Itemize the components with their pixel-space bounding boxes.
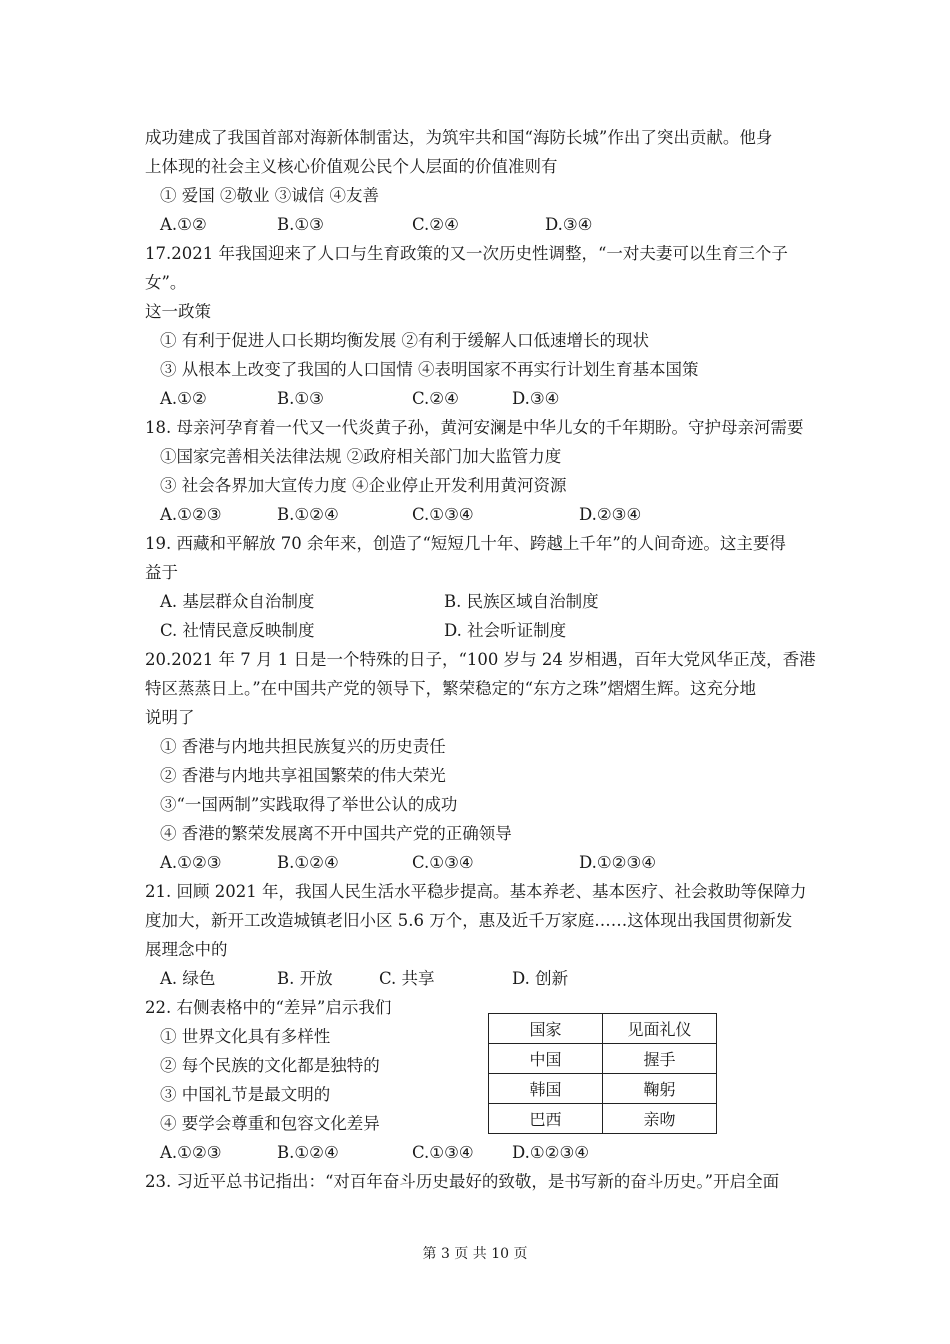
q16-stem-line1: 成功建成了我国首部对海新体制雷达，为筑牢共和国“海防长城”作出了突出贡献。他身	[145, 128, 773, 147]
q20-option-c: C.①③④	[412, 853, 474, 872]
q19-option-d: D. 社会听证制度	[444, 621, 567, 640]
table-header-row	[489, 1014, 717, 1044]
table-header-cell: 国家	[489, 1014, 603, 1044]
q21-option-a: A. 绿色	[160, 969, 216, 988]
q18-option-a: A.①②③	[160, 505, 222, 524]
greeting-etiquette-table	[488, 1013, 717, 1134]
q17-option-a: A.①②	[160, 389, 207, 408]
q18-items-row2: ③ 社会各界加大宣传力度 ④企业停止开发利用黄河资源	[160, 476, 567, 495]
q22-item-3: ③ 中国礼节是最文明的	[160, 1085, 331, 1104]
q17-option-c: C.②④	[412, 389, 459, 408]
table-cell: 握手	[603, 1044, 717, 1074]
q17-stem-line1: 17.2021 年我国迎来了人口与生育政策的又一次历史性调整，“一对夫妻可以生育三个子	[145, 244, 788, 263]
q20-option-b: B.①②④	[277, 853, 339, 872]
q16-option-b: B.①③	[277, 215, 324, 234]
q22-option-a: A.①②③	[160, 1143, 222, 1162]
q22-option-b: B.①②④	[277, 1143, 339, 1162]
q20-stem-line3: 说明了	[145, 708, 195, 727]
q23-stem-line1: 23. 习近平总书记指出：“对百年奋斗历史最好的致敬，是书写新的奋斗历史。”开启全面	[145, 1172, 780, 1191]
q20-stem-line1: 20.2021 年 7 月 1 日是一个特殊的日子，“100 岁与 24 岁相遇，百年大党风华正茂，香港	[145, 650, 816, 669]
q18-stem-line1: 18. 母亲河孕育着一代又一代炎黄子孙，黄河安澜是中华儿女的千年期盼。守护母亲河需要	[145, 418, 804, 437]
q20-option-d: D.①②③④	[579, 853, 657, 872]
q20-item-3: ③“一国两制”实践取得了举世公认的成功	[160, 795, 458, 814]
q22-option-c: C.①③④	[412, 1143, 474, 1162]
q22-stem-line1: 22. 右侧表格中的“差异”启示我们	[145, 998, 392, 1017]
q21-stem-line1: 21. 回顾 2021 年，我国人民生活水平稳步提高。基本养老、基本医疗、社会救助等保障力	[145, 882, 807, 901]
q17-items-row1: ① 有利于促进人口长期均衡发展 ②有利于缓解人口低速增长的现状	[160, 331, 649, 350]
table-cell: 鞠躬	[603, 1074, 717, 1104]
q20-item-4: ④ 香港的繁荣发展离不开中国共产党的正确领导	[160, 824, 512, 843]
q17-stem-line3: 这一政策	[145, 302, 211, 321]
q21-option-b: B. 开放	[277, 969, 333, 988]
q17-option-b: B.①③	[277, 389, 324, 408]
q22-item-1: ① 世界文化具有多样性	[160, 1027, 331, 1046]
q19-stem-line2: 益于	[145, 563, 178, 582]
q17-stem-line2: 女”。	[145, 273, 187, 292]
q16-option-a: A.①②	[160, 215, 207, 234]
page-number-footer: 第 3 页 共 10 页	[422, 1246, 528, 1262]
q18-option-c: C.①③④	[412, 505, 474, 524]
q17-items-row2: ③ 从根本上改变了我国的人口国情 ④表明国家不再实行计划生育基本国策	[160, 360, 699, 379]
q17-option-d: D.③④	[512, 389, 560, 408]
q20-stem-line2: 特区蒸蒸日上。”在中国共产党的领导下，繁荣稳定的“东方之珠”熠熠生辉。这充分地	[145, 679, 757, 698]
q19-option-c: C. 社情民意反映制度	[160, 621, 315, 640]
q16-option-d: D.③④	[545, 215, 593, 234]
table-cell: 韩国	[489, 1074, 603, 1104]
q18-items-row1: ①国家完善相关法律法规 ②政府相关部门加大监管力度	[160, 447, 562, 466]
q20-item-2: ② 香港与内地共享祖国繁荣的伟大荣光	[160, 766, 446, 785]
q19-option-b: B. 民族区域自治制度	[444, 592, 599, 611]
q21-option-d: D. 创新	[512, 969, 569, 988]
q20-item-1: ① 香港与内地共担民族复兴的历史责任	[160, 737, 446, 756]
q16-items: ① 爱国 ②敬业 ③诚信 ④友善	[160, 186, 379, 205]
table-cell: 中国	[489, 1044, 603, 1074]
table-row	[489, 1074, 717, 1104]
q19-option-a: A. 基层群众自治制度	[160, 592, 315, 611]
table-header-cell: 见面礼仪	[603, 1014, 717, 1044]
table-cell: 巴西	[489, 1104, 603, 1134]
q18-option-d: D.②③④	[579, 505, 642, 524]
q22-item-2: ② 每个民族的文化都是独特的	[160, 1056, 380, 1075]
q16-stem-line2: 上体现的社会主义核心价值观公民个人层面的价值准则有	[145, 157, 558, 176]
q16-option-c: C.②④	[412, 215, 459, 234]
q18-option-b: B.①②④	[277, 505, 339, 524]
q22-option-d: D.①②③④	[512, 1143, 590, 1162]
q21-stem-line3: 展理念中的	[145, 940, 228, 959]
table-cell: 亲吻	[603, 1104, 717, 1134]
q21-option-c: C. 共享	[379, 969, 435, 988]
q21-stem-line2: 度加大，新开工改造城镇老旧小区 5.6 万个，惠及近千万家庭……这体现出我国贯彻新发	[145, 911, 793, 930]
q20-option-a: A.①②③	[160, 853, 222, 872]
table-row	[489, 1104, 717, 1134]
table-row	[489, 1044, 717, 1074]
q19-stem-line1: 19. 西藏和平解放 70 余年来，创造了“短短几十年、跨越上千年”的人间奇迹。这主要得	[145, 534, 786, 553]
q22-item-4: ④ 要学会尊重和包容文化差异	[160, 1114, 380, 1133]
